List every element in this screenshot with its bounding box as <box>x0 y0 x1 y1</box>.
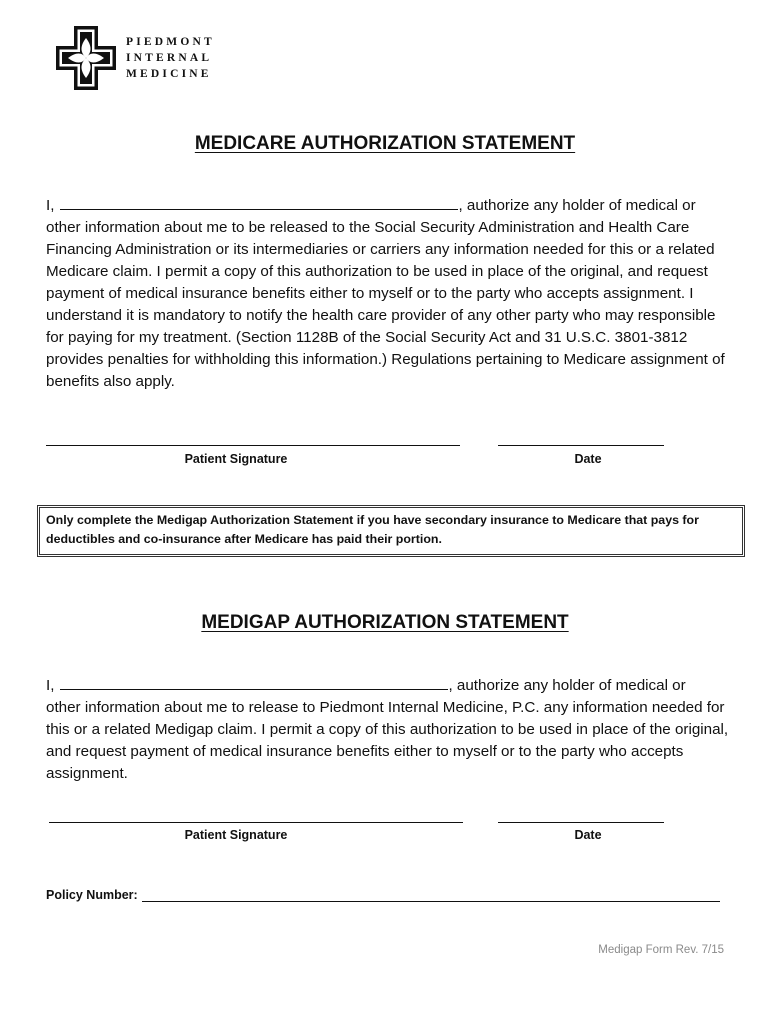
medigap-title: MEDIGAP AUTHORIZATION STATEMENT <box>201 612 569 633</box>
practice-logo <box>54 24 215 92</box>
policy-number-label: Policy Number: <box>46 888 138 902</box>
medigap-date-label: Date <box>574 828 602 842</box>
policy-number-row <box>46 888 720 902</box>
medigap-signature-label: Patient Signature <box>184 828 288 842</box>
medigap-lead-continuation: , authorize any holder of medical or <box>448 677 686 694</box>
cross-logo-icon <box>54 24 118 92</box>
medigap-notice-text: Only complete the Medigap Authorization Statement if you have secondary insurance to Medicare that pays for deductibles and co-insurance after Medicare has paid their portion. <box>46 513 699 546</box>
policy-number-field[interactable] <box>142 888 720 902</box>
medicare-date-field[interactable] <box>498 445 664 446</box>
medicare-signature-field[interactable] <box>46 445 460 446</box>
medicare-lead-continuation: , authorize any holder of medical or <box>458 197 696 214</box>
practice-name <box>126 34 215 82</box>
medigap-lead: I, <box>46 677 55 694</box>
medigap-signature-field[interactable] <box>49 822 463 823</box>
medigap-body: other information about me to release to Piedmont Internal Medicine, P.C. any information needed for this or a related Medigap claim. I permit a copy of this authorization to be used in place of the original, and request payment of medical insurance benefits either to myself or to the party who accepts assignment. <box>46 699 729 782</box>
practice-name-line1: PIEDMONT <box>126 36 215 48</box>
medigap-name-field[interactable] <box>60 675 448 690</box>
medicare-body: other information about me to be released to the Social Security Administration and Health Care Financing Administration or its intermediaries or carriers any information needed for this or a related Medicare claim. I permit a copy of this authorization to be used in place of the original, and request payment of medical insurance benefits either to myself or to the party who accepts assignment. I understand it is mandatory to notify the health care provider of any other party who may responsible for paying for my treatment. (Section 1128B of the Social Security Act and 31 U.S.C. 3801-3812 provides penalties for withholding this information.) Regulations pertaining to Medicare assignment of benefits also apply. <box>46 219 725 390</box>
form-revision: Medigap Form Rev. 7/15 <box>598 944 724 956</box>
medicare-date-label: Date <box>574 452 602 466</box>
medicare-name-field[interactable] <box>60 195 458 210</box>
practice-name-line3: MEDICINE <box>126 68 212 80</box>
practice-name-line2: INTERNAL <box>126 52 213 64</box>
medigap-date-field[interactable] <box>498 822 664 823</box>
medicare-signature-label: Patient Signature <box>184 452 288 466</box>
medicare-statement <box>46 195 736 393</box>
medicare-title: MEDICARE AUTHORIZATION STATEMENT <box>194 133 576 154</box>
medigap-statement <box>46 675 736 785</box>
medicare-lead: I, <box>46 197 55 214</box>
medigap-notice-box <box>37 505 745 557</box>
